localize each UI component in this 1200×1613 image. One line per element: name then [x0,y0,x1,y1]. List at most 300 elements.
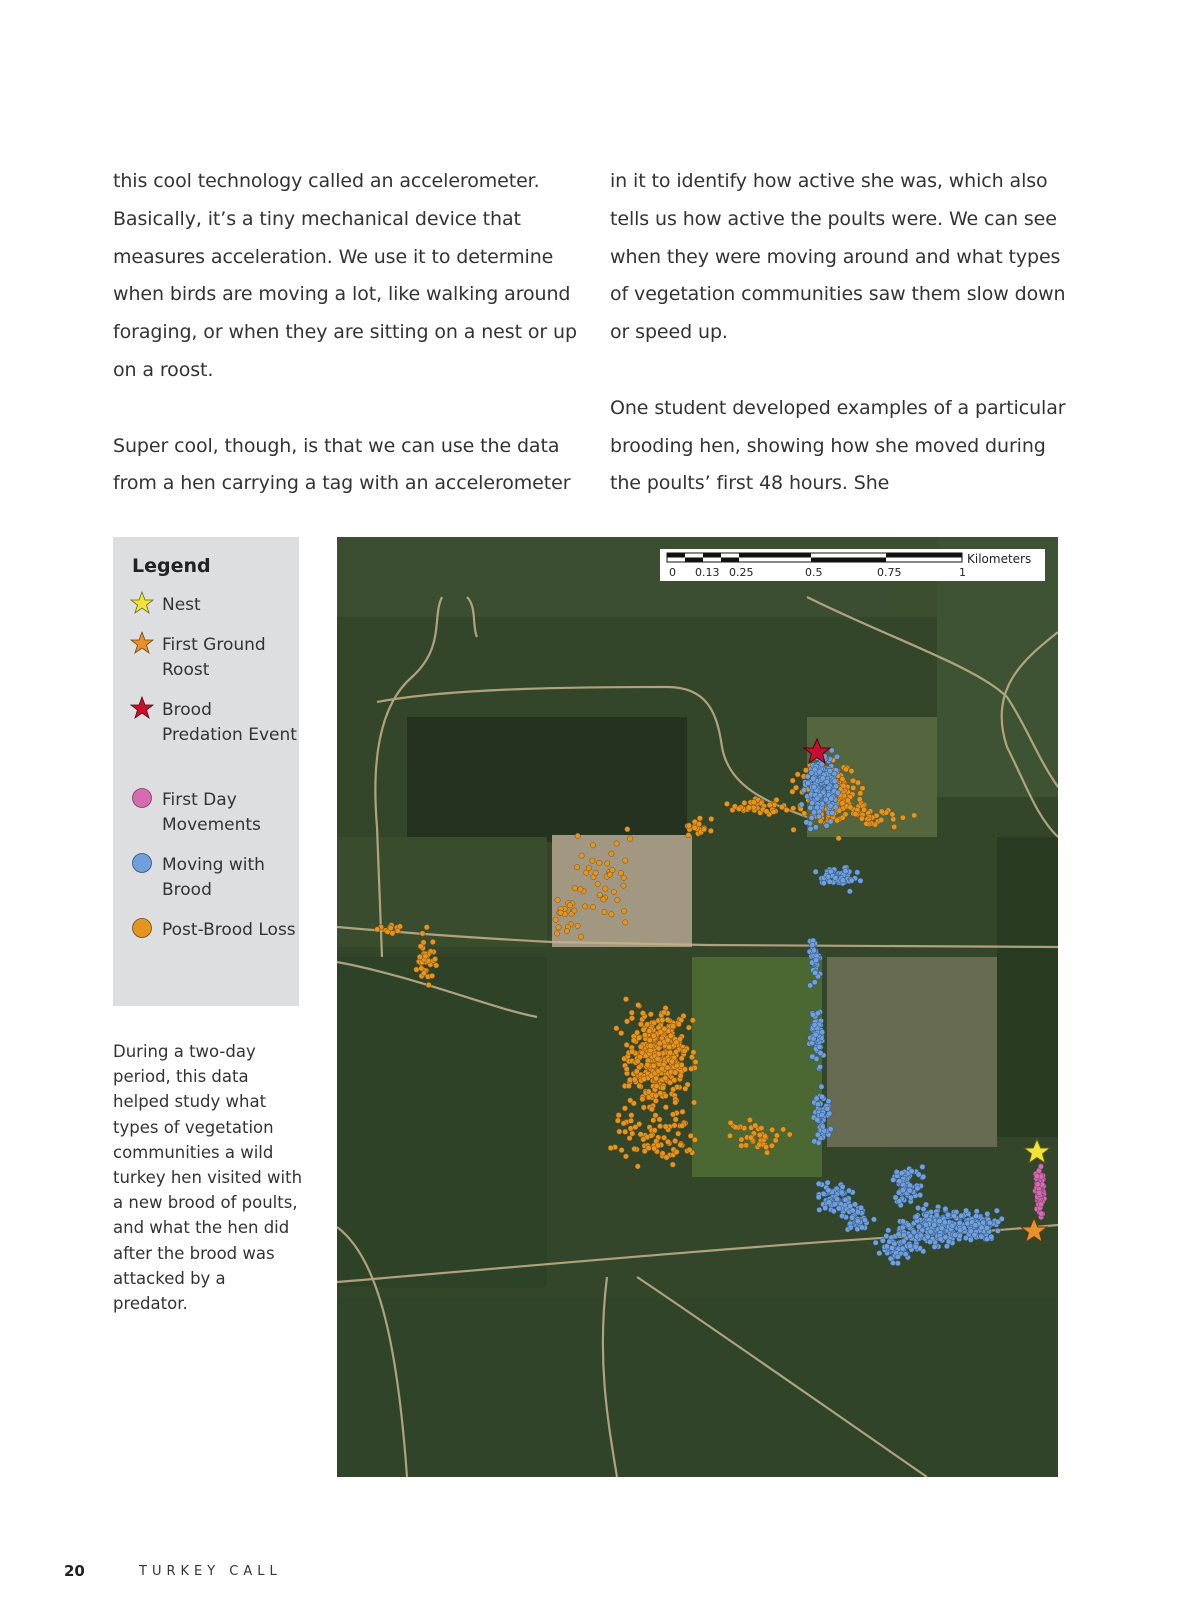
gps-point [679,1062,684,1067]
gps-point [603,886,608,891]
gps-point [826,1188,831,1193]
gps-point [879,817,884,822]
scale-unit-label: Kilometers [967,552,1032,566]
gps-point [811,810,816,815]
gps-point [672,1078,677,1083]
gps-point [858,1205,863,1210]
gps-point [597,892,602,897]
gps-point [809,815,814,820]
gps-point [987,1220,992,1225]
gps-point [973,1223,978,1228]
gps-point [847,889,852,894]
gps-point [642,1148,647,1153]
gps-point [676,1131,681,1136]
gps-point [419,966,424,971]
gps-point [575,923,580,928]
gps-point [799,802,804,807]
gps-point [900,1246,905,1251]
gps-point [915,1205,920,1210]
gps-point [810,800,815,805]
gps-point [641,1076,646,1081]
gps-point [623,1154,628,1159]
gps-point [686,823,691,828]
gps-point [616,1113,621,1118]
gps-point [832,1202,837,1207]
gps-point [654,1083,659,1088]
gps-point [891,1177,896,1182]
gps-point [860,786,865,791]
gps-point [614,841,619,846]
gps-point [724,801,729,806]
gps-point [999,1216,1004,1221]
gps-point [615,1118,620,1123]
gps-point [663,1093,668,1098]
gps-point [708,828,713,833]
gps-point [774,1133,779,1138]
article-column-left [113,163,583,503]
gps-point [622,1106,627,1111]
gps-point [828,1126,833,1131]
legend-label: Post-Brood Loss [162,920,296,940]
gps-point [795,772,800,777]
gps-point [665,1037,670,1042]
gps-point [932,1222,937,1227]
gps-point [615,897,620,902]
gps-point [770,1127,775,1132]
gps-point [680,1109,685,1114]
gps-point [825,1180,830,1185]
gps-point [733,1125,738,1130]
gps-point [791,827,796,832]
gps-point [942,1220,947,1225]
gps-point [672,1138,677,1143]
gps-point [835,790,840,795]
gps-point [655,1056,660,1061]
gps-point [802,811,807,816]
gps-point [593,870,598,875]
gps-point [819,1094,824,1099]
gps-point [950,1223,955,1228]
gps-point [907,1183,912,1188]
legend-label: Nest [162,595,201,615]
gps-point [830,810,835,815]
gps-point [623,1129,628,1134]
gps-point [434,963,439,968]
gps-point [995,1228,1000,1233]
gps-point [890,1260,895,1265]
gps-point [784,807,789,812]
gps-point [849,878,854,883]
gps-point [815,1011,820,1016]
gps-point [879,809,884,814]
gps-point [621,875,626,880]
gps-point [390,931,395,936]
gps-point [751,799,756,804]
gps-point [903,1252,908,1257]
gps-point [1034,1174,1039,1179]
gps-point [645,1062,650,1067]
gps-point [923,1213,928,1218]
gps-point [618,870,623,875]
gps-point [629,1016,634,1021]
gps-point [651,1118,656,1123]
gps-point [608,1145,613,1150]
gps-point [812,1022,817,1027]
gps-point [424,925,429,930]
gps-point [845,798,850,803]
gps-point [944,1244,949,1249]
gps-point [634,1030,639,1035]
gps-point [558,910,563,915]
gps-point [601,897,606,902]
gps-point [808,983,813,988]
gps-point [920,1164,925,1169]
gps-point [742,800,747,805]
gps-point [657,1124,662,1129]
moving-brood-dot-icon [130,851,154,875]
gps-point [762,1134,767,1139]
gps-point [554,931,559,936]
gps-point [667,1044,672,1049]
gps-point [630,1131,635,1136]
gps-point [607,872,612,877]
gps-point [943,1235,948,1240]
gps-point [958,1228,963,1233]
gps-point [858,791,863,796]
gps-point [669,1059,674,1064]
gps-point [823,797,828,802]
gps-point [820,776,825,781]
gps-point [420,931,425,936]
gps-point [781,1127,786,1132]
gps-point [916,1224,921,1229]
gps-point [641,1027,646,1032]
gps-point [817,1044,822,1049]
gps-point [1035,1182,1040,1187]
gps-point [665,1017,670,1022]
gps-point [811,948,816,953]
scale-tick-label: 0.5 [805,566,823,579]
gps-point [567,903,572,908]
gps-point [908,1233,913,1238]
gps-point [417,954,422,959]
gps-point [667,1050,672,1055]
gps-point [590,858,595,863]
page-number: 20 [64,1562,85,1580]
gps-point [430,939,435,944]
gps-point [833,805,838,810]
gps-point [804,820,809,825]
gps-point [635,1059,640,1064]
gps-point [850,1208,855,1213]
gps-point [907,1188,912,1193]
gps-point [757,1142,762,1147]
gps-point [889,1245,894,1250]
gps-point [575,833,580,838]
gps-point [1038,1164,1043,1169]
gps-point [674,1149,679,1154]
gps-point [957,1220,962,1225]
gps-point [981,1220,986,1225]
gps-point [925,1234,930,1239]
gps-point [656,1051,661,1056]
gps-point [626,1083,631,1088]
gps-point [826,785,831,790]
gps-point [636,1002,641,1007]
gps-point [636,1035,641,1040]
gps-point [631,1038,636,1043]
gps-point [673,1100,678,1105]
gps-point [896,1232,901,1237]
gps-point [634,1069,639,1074]
gps-point [628,1118,633,1123]
legend-label: First Day Movements [162,790,261,835]
gps-point [691,1100,696,1105]
gps-point [746,805,751,810]
gps-point [810,1012,815,1017]
gps-point [663,1105,668,1110]
gps-point [1038,1202,1043,1207]
gps-point [672,1123,677,1128]
gps-point [900,815,905,820]
scale-tick-label: 0.25 [729,566,754,579]
gps-point [826,1098,831,1103]
gps-point [673,1070,678,1075]
gps-point [564,928,569,933]
gps-point [632,1077,637,1082]
gps-point [763,1144,768,1149]
gps-point [663,1124,668,1129]
gps-point [895,1261,900,1266]
gps-point [621,1121,626,1126]
gps-point [623,858,628,863]
gps-point [938,1236,943,1241]
gps-point [696,821,701,826]
gps-point [906,1223,911,1228]
scale-tick-label: 0.75 [877,566,902,579]
gps-point [697,816,702,821]
ground-roost-star-icon [130,631,154,655]
gps-point [819,1084,824,1089]
gps-point [974,1213,979,1218]
gps-point [921,1206,926,1211]
gps-point [689,1066,694,1071]
gps-point [619,1147,624,1152]
gps-point [900,1219,905,1224]
gps-point [773,1138,778,1143]
gps-point [805,780,810,785]
article-column-right [610,163,1070,503]
gps-point [632,1146,637,1151]
gps-point [855,1218,860,1223]
gps-point [834,818,839,823]
gps-point [851,778,856,783]
satellite-map [337,537,1058,1477]
gps-point [423,954,428,959]
gps-point [840,815,845,820]
gps-point [907,1243,912,1248]
gps-point [848,1225,853,1230]
legend-label: First Ground Roost [162,635,266,680]
gps-point [899,1171,904,1176]
gps-point [771,809,776,814]
gps-point [901,1232,906,1237]
map-caption: During a two-day period, this data helped study what types of vegetation communities a wild turkey hen visited with a new brood of poults, and what the hen did after the brood was attacked by a predator. [113,1042,303,1314]
gps-point [989,1234,994,1239]
gps-point [836,836,841,841]
gps-point [640,1011,645,1016]
gps-point [633,1124,638,1129]
gps-point [622,908,627,913]
gps-point [657,1041,662,1046]
gps-point [840,878,845,883]
gps-point [674,1040,679,1045]
gps-point [890,812,895,817]
gps-point [843,767,848,772]
gps-point [979,1225,984,1230]
gps-point [630,1049,635,1054]
gps-point [834,754,839,759]
gps-point [767,802,772,807]
gps-point [582,904,587,909]
gps-point [916,1172,921,1177]
gps-point [625,827,630,832]
legend-label: Moving with Brood [162,855,265,900]
article-paragraph: Super cool, though, is that we can use the data from a hen carrying a tag with an accelerometer [113,434,571,495]
gps-point [769,1143,774,1148]
gps-point [641,1105,646,1110]
gps-point [753,1123,758,1128]
gps-point [709,816,714,821]
gps-point [959,1213,964,1218]
gps-point [833,875,838,880]
gps-point [892,824,897,829]
gps-point [812,784,817,789]
gps-point [787,1132,792,1137]
gps-point [653,1113,658,1118]
gps-point [590,843,595,848]
gps-point [628,1098,633,1103]
gps-point [853,811,858,816]
gps-point [624,1042,629,1047]
gps-point [553,917,558,922]
gps-point [852,1202,857,1207]
gps-point [805,774,810,779]
gps-point [914,1214,919,1219]
gps-point [642,1032,647,1037]
gps-point [657,1117,662,1122]
gps-point [939,1225,944,1230]
gps-point [673,1117,678,1122]
gps-point [728,1120,733,1125]
gps-point [638,1044,643,1049]
gps-point [623,920,628,925]
gps-point [832,779,837,784]
gps-point [678,1142,683,1147]
gps-point [595,881,600,886]
gps-point [414,967,419,972]
gps-point [816,814,821,819]
gps-point [820,1124,825,1129]
gps-point [897,1179,902,1184]
gps-point [656,1046,661,1051]
gps-point [813,825,818,830]
gps-point [764,1150,769,1155]
gps-point [934,1213,939,1218]
gps-point [928,1229,933,1234]
gps-point [555,897,560,902]
gps-point [823,1205,828,1210]
gps-point [984,1226,989,1231]
gps-point [932,1244,937,1249]
gps-point [836,1206,841,1211]
first-day-dot-icon [130,786,154,810]
gps-point [640,1096,645,1101]
gps-point [727,1133,732,1138]
gps-point [602,909,607,914]
gps-point [779,804,784,809]
gps-point [584,870,589,875]
gps-point [895,1254,900,1259]
gps-point [578,934,583,939]
gps-point [901,1239,906,1244]
gps-point [851,785,856,790]
gps-point [812,1139,817,1144]
gps-point [662,1026,667,1031]
gps-point [814,1096,819,1101]
gps-point [829,796,834,801]
gps-point [623,997,628,1002]
gps-point [676,1022,681,1027]
article-paragraph: this cool technology called an accelerometer. Basically, it’s a tiny mechanical device that measures acceleration. We use it to determine when birds are moving a lot, like walking around foraging, or when they are sitting on a nest or up on a roost. [113,170,577,381]
gps-point [859,1225,864,1230]
gps-point [647,1028,652,1033]
gps-point [578,887,583,892]
gps-point [894,1169,899,1174]
gps-point [660,1085,665,1090]
article-paragraph: One student developed examples of a particular brooding hen, showing how she moved during the poults’ first 48 hours. She [610,396,1066,495]
gps-point [927,1239,932,1244]
gps-point [670,1162,675,1167]
gps-point [843,868,848,873]
gps-point [859,816,864,821]
gps-point [808,805,813,810]
legend-label: Brood Predation Event [162,700,297,745]
gps-point [648,1043,653,1048]
gps-point [764,809,769,814]
gps-point [641,1137,646,1142]
gps-point [646,1089,651,1094]
gps-point [819,1030,824,1035]
map-legend [113,537,299,1006]
gps-point [739,1137,744,1142]
gps-point [821,880,826,885]
publication-title: TURKEY CALL [139,1564,282,1579]
gps-point [651,1033,656,1038]
gps-point [429,973,434,978]
gps-point [605,861,610,866]
gps-point [572,908,577,913]
gps-point [658,1091,663,1096]
gps-point [609,912,614,917]
gps-point [660,1017,665,1022]
gps-point [857,797,862,802]
gps-point [670,1112,675,1117]
gps-point [909,1169,914,1174]
gps-point [953,1232,958,1237]
gps-point [974,1209,979,1214]
gps-point [757,1132,762,1137]
